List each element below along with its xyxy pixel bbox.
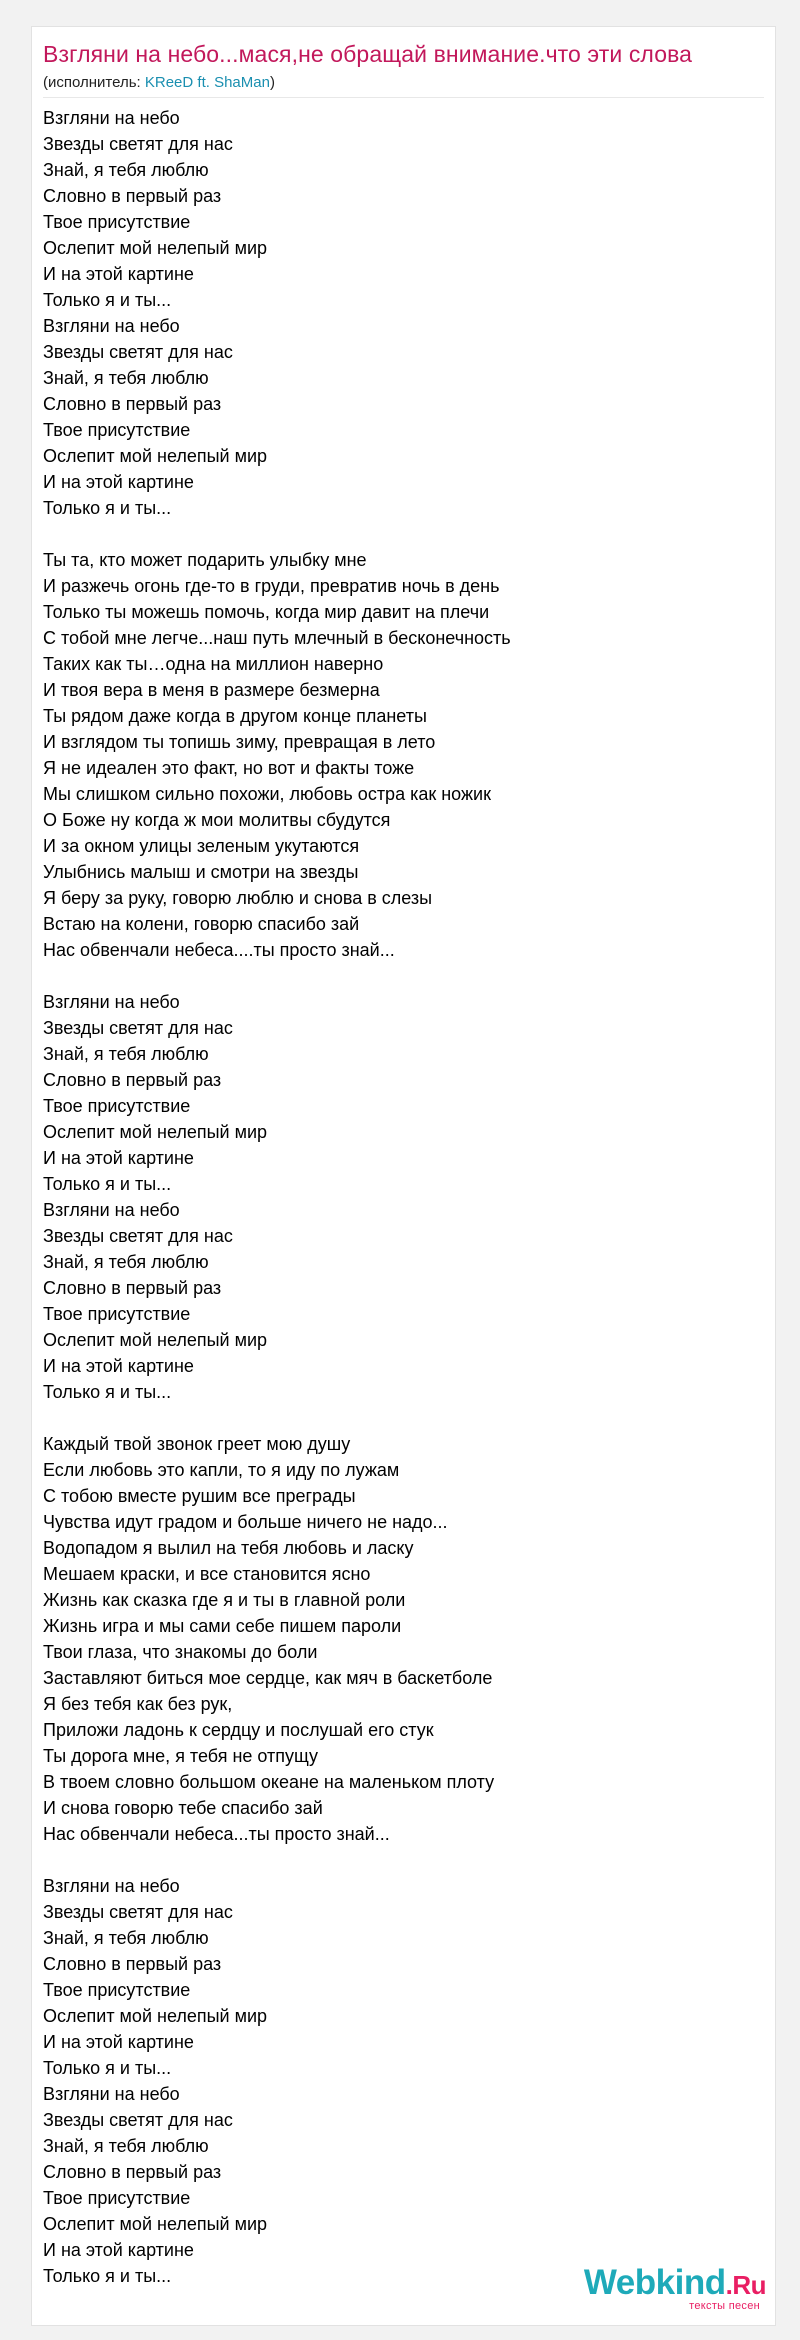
lyric-line: Звезды светят для нас <box>43 1226 233 1246</box>
lyrics-card <box>31 26 776 2326</box>
lyric-line: Приложи ладонь к сердцу и послушай его стук <box>43 1720 434 1740</box>
lyric-line: Ты рядом даже когда в другом конце планеты <box>43 706 427 726</box>
logo-wordmark <box>584 2263 766 2303</box>
lyric-line: В твоем словно большом океане на маленьком плоту <box>43 1772 495 1792</box>
lyric-line: Только я и ты... <box>43 1382 172 1402</box>
lyric-line: Твои глаза, что знакомы до боли <box>43 1642 318 1662</box>
lyric-line: Мы слишком сильно похожи, любовь остра как ножик <box>43 784 491 804</box>
lyric-line: И разжечь огонь где-то в груди, превратив ночь в день <box>43 576 500 596</box>
lyric-line: Если любовь это капли, то я иду по лужам <box>43 1460 400 1480</box>
lyric-line: Я беру за руку, говорю люблю и снова в слезы <box>43 888 433 908</box>
lyric-line: И снова говорю тебе спасибо зай <box>43 1798 323 1818</box>
lyric-line: Ты дорога мне, я тебя не отпущу <box>43 1746 319 1766</box>
lyric-line: Взгляни на небо <box>43 992 180 1012</box>
performer-line <box>43 74 275 91</box>
lyric-line: Знай, я тебя люблю <box>43 2136 209 2156</box>
lyric-line: Только я и ты... <box>43 2266 172 2286</box>
lyric-line: Взгляни на небо <box>43 1876 180 1896</box>
lyric-line: Только я и ты... <box>43 2058 172 2078</box>
lyric-line: Только я и ты... <box>43 1174 172 1194</box>
lyric-line: Знай, я тебя люблю <box>43 160 209 180</box>
lyrics-text <box>43 105 764 2289</box>
lyric-line: Звезды светят для нас <box>43 2110 233 2130</box>
lyric-line: Словно в первый раз <box>43 1070 222 1090</box>
lyric-line: С тобою вместе рушим все преграды <box>43 1486 356 1506</box>
lyric-line: Твое присутствие <box>43 1096 191 1116</box>
lyric-line: Знай, я тебя люблю <box>43 1928 209 1948</box>
lyric-line: Взгляни на небо <box>43 108 180 128</box>
lyric-line: Жизнь игра и мы сами себе пишем пароли <box>43 1616 402 1636</box>
lyric-line: Водопадом я вылил на тебя любовь и ласку <box>43 1538 414 1558</box>
lyric-line: Жизнь как сказка где я и ты в главной роли <box>43 1590 406 1610</box>
stanza-break <box>43 963 764 989</box>
lyric-line: Взгляни на небо <box>43 2084 180 2104</box>
lyric-line: Мешаем краски, и все становится ясно <box>43 1564 371 1584</box>
lyric-line: Заставляют биться мое сердце, как мяч в баскетболе <box>43 1668 493 1688</box>
stanza-break <box>43 1847 764 1873</box>
performer-link[interactable]: KReeD ft. ShaMan <box>144 74 270 91</box>
lyric-line: Ослепит мой нелепый мир <box>43 1122 268 1142</box>
performer-suffix: ) <box>269 74 275 91</box>
lyric-line: Звезды светят для нас <box>43 1902 233 1922</box>
logo-tld: .Ru <box>725 2270 766 2300</box>
lyric-line: Таких как ты…одна на миллион наверно <box>43 654 384 674</box>
lyric-line: Взгляни на небо <box>43 1200 180 1220</box>
logo-main: Webkind <box>583 2263 726 2302</box>
logo-tagline: тексты песен <box>689 2300 760 2312</box>
lyric-line: И на этой картине <box>43 2032 194 2052</box>
lyric-line: И взглядом ты топишь зиму, превращая в лето <box>43 732 436 752</box>
lyric-line: Твое присутствие <box>43 1304 191 1324</box>
title-divider <box>43 97 764 98</box>
lyric-line: И за окном улицы зеленым укутаются <box>43 836 360 856</box>
lyric-line: Только я и ты... <box>43 290 172 310</box>
lyric-line: И на этой картине <box>43 264 194 284</box>
stanza-break <box>43 1405 764 1431</box>
performer-prefix: (исполнитель: <box>43 74 145 91</box>
lyric-line: Ты та, кто может подарить улыбку мне <box>43 550 367 570</box>
lyric-line: Взгляни на небо <box>43 316 180 336</box>
lyric-line: Ослепит мой нелепый мир <box>43 1330 268 1350</box>
lyric-line: Ослепит мой нелепый мир <box>43 2214 268 2234</box>
lyric-line: Знай, я тебя люблю <box>43 1252 209 1272</box>
lyric-line: Твое присутствие <box>43 1980 191 2000</box>
page-title: Взгляни на небо...мася,не обращай внимание.что эти слова <box>43 41 693 67</box>
stanza-break <box>43 521 764 547</box>
lyric-line: Звезды светят для нас <box>43 1018 233 1038</box>
lyric-line: Знай, я тебя люблю <box>43 368 209 388</box>
lyric-line: И на этой картине <box>43 472 194 492</box>
lyric-line: Встаю на колени, говорю спасибо зай <box>43 914 360 934</box>
lyric-line: Ослепит мой нелепый мир <box>43 446 268 466</box>
lyric-line: Я без тебя как без рук, <box>43 1694 233 1714</box>
lyric-line: И на этой картине <box>43 1148 194 1168</box>
lyric-line: Твое присутствие <box>43 2188 191 2208</box>
lyric-line: Нас обвенчали небеса....ты просто знай... <box>43 940 395 960</box>
lyric-line: О Боже ну когда ж мои молитвы сбудутся <box>43 810 391 830</box>
lyric-line: Словно в первый раз <box>43 1954 222 1974</box>
lyric-line: Твое присутствие <box>43 420 191 440</box>
webkind-logo[interactable] <box>566 2263 766 2313</box>
lyric-line: Словно в первый раз <box>43 186 222 206</box>
lyric-line: Только ты можешь помочь, когда мир давит на плечи <box>43 602 490 622</box>
lyric-line: С тобой мне легче...наш путь млечный в бесконечность <box>43 628 511 648</box>
lyric-line: И на этой картине <box>43 1356 194 1376</box>
lyric-line: Только я и ты... <box>43 498 172 518</box>
lyric-line: Чувства идут градом и больше ничего не надо... <box>43 1512 448 1532</box>
lyric-line: Я не идеален это факт, но вот и факты тоже <box>43 758 415 778</box>
lyric-line: Твое присутствие <box>43 212 191 232</box>
lyric-line: Каждый твой звонок греет мою душу <box>43 1434 351 1454</box>
lyric-line: Звезды светят для нас <box>43 134 233 154</box>
lyric-line: Ослепит мой нелепый мир <box>43 238 268 258</box>
lyric-line: Знай, я тебя люблю <box>43 1044 209 1064</box>
lyric-line: Улыбнись малыш и смотри на звезды <box>43 862 359 882</box>
lyric-line: Звезды светят для нас <box>43 342 233 362</box>
lyric-line: И твоя вера в меня в размере безмерна <box>43 680 380 700</box>
lyric-line: И на этой картине <box>43 2240 194 2260</box>
lyric-line: Ослепит мой нелепый мир <box>43 2006 268 2026</box>
lyric-line: Словно в первый раз <box>43 2162 222 2182</box>
lyric-line: Словно в первый раз <box>43 394 222 414</box>
lyric-line: Нас обвенчали небеса...ты просто знай... <box>43 1824 390 1844</box>
lyric-line: Словно в первый раз <box>43 1278 222 1298</box>
